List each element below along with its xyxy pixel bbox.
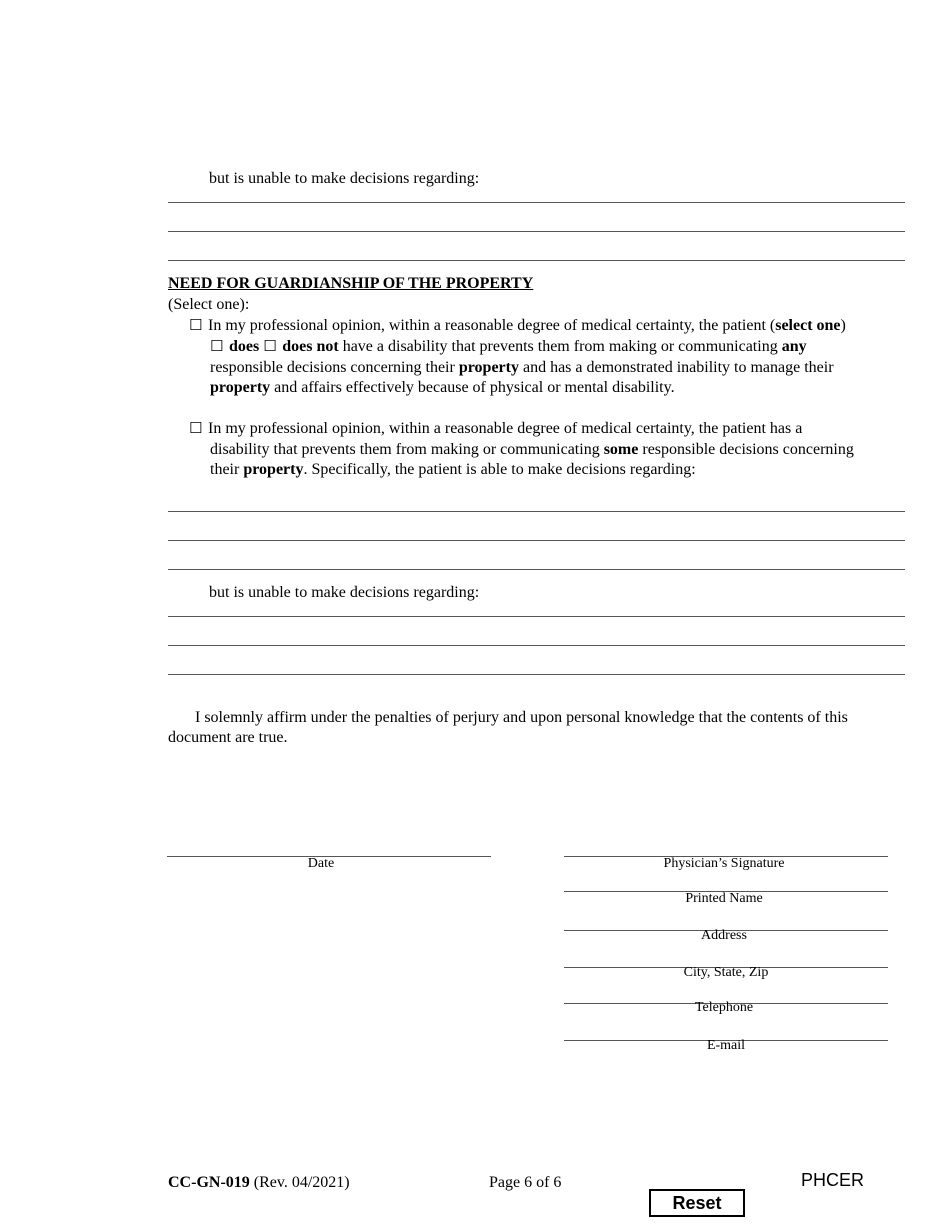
option-some-text-1: In my professional opinion, within a reasonable degree of medical certainty, the patient has a xyxy=(208,420,803,437)
option-some-checkbox[interactable]: ☐ xyxy=(189,419,203,437)
able-decisions-input-line-2[interactable] xyxy=(168,540,905,541)
form-id-code: CC-GN-019 xyxy=(168,1174,250,1191)
physician-signature-label: Physician’s Signature xyxy=(663,856,785,871)
unable-decisions-input-line-3[interactable] xyxy=(168,260,905,261)
option-any-text-4: and has a demonstrated inability to manage their xyxy=(518,359,834,376)
unable-decisions-label-property: but is unable to make decisions regarding: xyxy=(209,584,480,601)
option-any-text-1: In my professional opinion, within a reasonable degree of medical certainty, the patient ( xyxy=(208,317,776,334)
form-revision: (Rev. 04/2021) xyxy=(249,1174,350,1191)
unable-decisions-input-line-2[interactable] xyxy=(168,231,905,232)
property-section-heading: NEED FOR GUARDIANSHIP OF THE PROPERTY xyxy=(168,275,534,292)
any-bold: any xyxy=(781,338,807,355)
able-decisions-input-line-3[interactable] xyxy=(168,569,905,570)
affirmation-line-1: I solemnly affirm under the penalties of perjury and upon personal knowledge that the contents of this xyxy=(195,709,848,726)
form-code: PHCER xyxy=(801,1170,865,1190)
option-some-text-5: . Specifically, the patient is able to make decisions regarding: xyxy=(303,461,696,478)
date-label: Date xyxy=(307,856,335,871)
does-not-checkbox[interactable]: ☐ xyxy=(263,337,277,355)
property-bold-3: property xyxy=(243,461,304,478)
some-bold: some xyxy=(603,441,639,458)
property-bold-2: property xyxy=(210,379,271,396)
unable-decisions-label-top: but is unable to make decisions regarding: xyxy=(209,170,480,187)
unable-decisions-input-line-1[interactable] xyxy=(168,202,905,203)
property-bold-1: property xyxy=(458,359,519,376)
select-one-bold: select one xyxy=(775,317,841,334)
able-decisions-input-line-1[interactable] xyxy=(168,511,905,512)
option-some-text-3: responsible decisions concerning xyxy=(638,441,854,458)
city-state-zip-label: City, State, Zip xyxy=(683,965,769,980)
property-unable-input-line-1[interactable] xyxy=(168,616,905,617)
option-some-text-2: disability that prevents them from making or communicating xyxy=(210,441,604,458)
telephone-label: Telephone xyxy=(694,1000,754,1015)
does-not-label: does not xyxy=(282,338,339,355)
address-label: Address xyxy=(701,928,747,943)
page-number: Page 6 of 6 xyxy=(489,1174,562,1191)
option-any-checkbox[interactable]: ☐ xyxy=(189,316,203,334)
affirmation-line-2: document are true. xyxy=(168,729,288,746)
printed-name-label: Printed Name xyxy=(685,891,763,906)
form-id xyxy=(168,1172,350,1193)
property-unable-input-line-3[interactable] xyxy=(168,674,905,675)
does-label: does xyxy=(229,338,260,355)
reset-button[interactable]: Reset xyxy=(649,1189,745,1217)
option-any-paren: ) xyxy=(840,317,846,334)
email-label: E-mail xyxy=(706,1038,746,1053)
option-any-text-5: and affairs effectively because of physical or mental disability. xyxy=(270,379,675,396)
option-some-text-4: their xyxy=(210,461,244,478)
select-one-label: (Select one): xyxy=(168,296,250,313)
property-unable-input-line-2[interactable] xyxy=(168,645,905,646)
option-any-text-3: responsible decisions concerning their xyxy=(210,359,459,376)
does-checkbox[interactable]: ☐ xyxy=(210,337,224,355)
option-any-text-2: have a disability that prevents them from making or communicating xyxy=(338,338,782,355)
